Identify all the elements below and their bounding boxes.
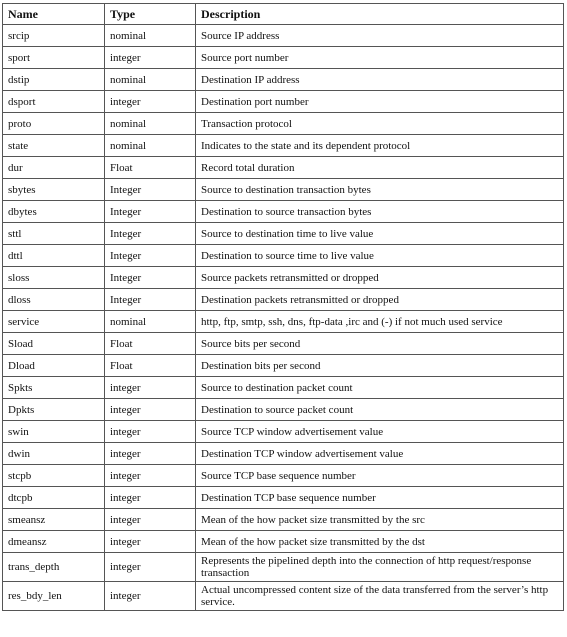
cell-description: Destination TCP base sequence number <box>196 487 564 509</box>
table-row <box>3 333 564 355</box>
cell-name: sttl <box>3 223 105 245</box>
cell-description: Indicates to the state and its dependent protocol <box>196 135 564 157</box>
cell-type: Integer <box>105 223 196 245</box>
table-row <box>3 91 564 113</box>
cell-description: Destination IP address <box>196 69 564 91</box>
cell-type: integer <box>105 399 196 421</box>
cell-name: Spkts <box>3 377 105 399</box>
cell-name: dsport <box>3 91 105 113</box>
cell-name: dttl <box>3 245 105 267</box>
cell-type: Float <box>105 157 196 179</box>
table-row <box>3 443 564 465</box>
cell-type: integer <box>105 582 196 611</box>
cell-type: Float <box>105 333 196 355</box>
cell-name: dbytes <box>3 201 105 223</box>
header-row <box>3 4 564 25</box>
table-row <box>3 355 564 377</box>
cell-name: sloss <box>3 267 105 289</box>
table-row <box>3 179 564 201</box>
table-row <box>3 465 564 487</box>
cell-description: Source TCP base sequence number <box>196 465 564 487</box>
cell-description: Source packets retransmitted or dropped <box>196 267 564 289</box>
table-row <box>3 135 564 157</box>
cell-type: nominal <box>105 135 196 157</box>
cell-type: nominal <box>105 69 196 91</box>
cell-description: Source bits per second <box>196 333 564 355</box>
cell-description: Transaction protocol <box>196 113 564 135</box>
cell-type: integer <box>105 91 196 113</box>
cell-type: integer <box>105 509 196 531</box>
cell-type: integer <box>105 487 196 509</box>
table-row <box>3 25 564 47</box>
cell-name: swin <box>3 421 105 443</box>
cell-name: dmeansz <box>3 531 105 553</box>
cell-type: integer <box>105 377 196 399</box>
cell-name: dloss <box>3 289 105 311</box>
cell-description: Destination to source time to live value <box>196 245 564 267</box>
cell-type: integer <box>105 47 196 69</box>
cell-name: trans_depth <box>3 553 105 582</box>
cell-description: Destination bits per second <box>196 355 564 377</box>
table-row <box>3 553 564 582</box>
cell-type: nominal <box>105 113 196 135</box>
table-row <box>3 245 564 267</box>
cell-type: integer <box>105 465 196 487</box>
cell-type: Integer <box>105 201 196 223</box>
cell-name: res_bdy_len <box>3 582 105 611</box>
table-row <box>3 223 564 245</box>
cell-description: Destination packets retransmitted or dropped <box>196 289 564 311</box>
table-row <box>3 113 564 135</box>
table-row <box>3 267 564 289</box>
table-row <box>3 509 564 531</box>
header-type: Type <box>105 4 196 25</box>
cell-type: integer <box>105 553 196 582</box>
table-row <box>3 289 564 311</box>
header-name: Name <box>3 4 105 25</box>
cell-name: service <box>3 311 105 333</box>
table-row <box>3 399 564 421</box>
table-row <box>3 157 564 179</box>
cell-type: integer <box>105 443 196 465</box>
table-row <box>3 421 564 443</box>
cell-description: http, ftp, smtp, ssh, dns, ftp-data ,irc and (-) if not much used service <box>196 311 564 333</box>
cell-description: Record total duration <box>196 157 564 179</box>
table-row <box>3 47 564 69</box>
cell-name: dwin <box>3 443 105 465</box>
cell-description: Source port number <box>196 47 564 69</box>
cell-description: Source IP address <box>196 25 564 47</box>
cell-type: Float <box>105 355 196 377</box>
cell-description: Source TCP window advertisement value <box>196 421 564 443</box>
cell-type: integer <box>105 421 196 443</box>
feature-table <box>2 3 564 611</box>
cell-type: nominal <box>105 311 196 333</box>
cell-name: smeansz <box>3 509 105 531</box>
cell-name: sbytes <box>3 179 105 201</box>
cell-description: Actual uncompressed content size of the data transferred from the server’s http service. <box>196 582 564 611</box>
cell-type: Integer <box>105 267 196 289</box>
cell-description: Destination TCP window advertisement value <box>196 443 564 465</box>
cell-description: Destination to source transaction bytes <box>196 201 564 223</box>
cell-description: Represents the pipelined depth into the connection of http request/response transaction <box>196 553 564 582</box>
cell-name: stcpb <box>3 465 105 487</box>
table-row <box>3 201 564 223</box>
table-row <box>3 69 564 91</box>
cell-name: srcip <box>3 25 105 47</box>
cell-name: Dload <box>3 355 105 377</box>
cell-type: nominal <box>105 25 196 47</box>
header-description: Description <box>196 4 564 25</box>
cell-description: Mean of the how packet size transmitted by the src <box>196 509 564 531</box>
cell-name: sport <box>3 47 105 69</box>
cell-name: state <box>3 135 105 157</box>
table-row <box>3 531 564 553</box>
cell-description: Mean of the how packet size transmitted by the dst <box>196 531 564 553</box>
cell-name: dur <box>3 157 105 179</box>
cell-type: integer <box>105 531 196 553</box>
cell-type: Integer <box>105 289 196 311</box>
cell-description: Source to destination packet count <box>196 377 564 399</box>
cell-name: Dpkts <box>3 399 105 421</box>
cell-description: Source to destination transaction bytes <box>196 179 564 201</box>
cell-description: Source to destination time to live value <box>196 223 564 245</box>
cell-name: dstip <box>3 69 105 91</box>
table-row <box>3 377 564 399</box>
cell-type: Integer <box>105 245 196 267</box>
table-row <box>3 487 564 509</box>
cell-name: proto <box>3 113 105 135</box>
table-row <box>3 582 564 611</box>
cell-name: Sload <box>3 333 105 355</box>
cell-name: dtcpb <box>3 487 105 509</box>
cell-description: Destination port number <box>196 91 564 113</box>
table-row <box>3 311 564 333</box>
cell-type: Integer <box>105 179 196 201</box>
cell-description: Destination to source packet count <box>196 399 564 421</box>
